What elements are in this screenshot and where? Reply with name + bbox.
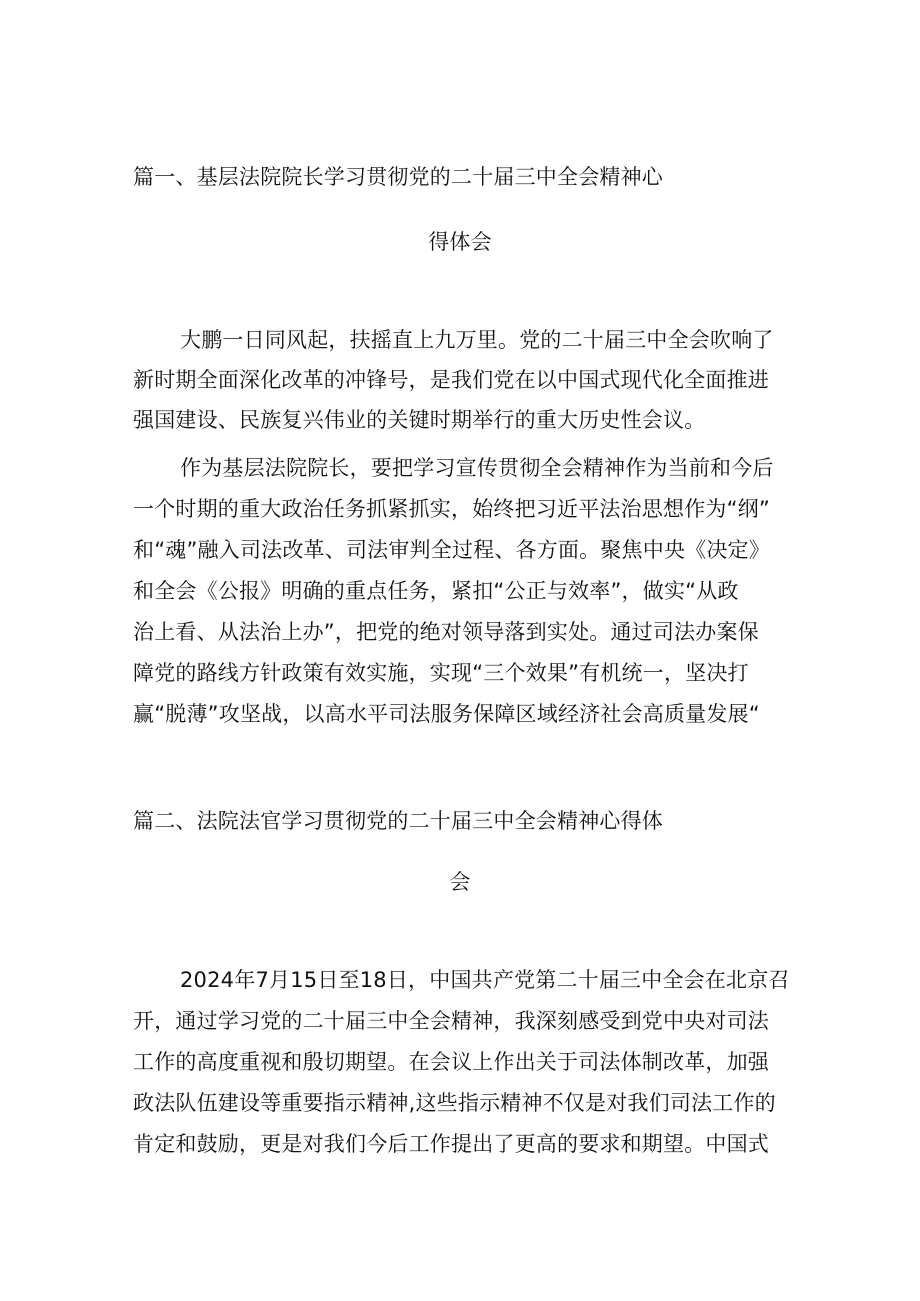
section1-p1-line2: 新时期全面深化改革的冲锋号，是我们党在以中国式现代化全面推进 xyxy=(133,368,769,392)
section1-title-line1: 篇一、基层法院院长学习贯彻党的二十届三中全会精神心 xyxy=(133,165,663,189)
section2-title-line2: 会 xyxy=(449,870,471,894)
section1-p2-line6: 障党的路线方针政策有效实施，实现“三个效果”有机统一，坚决打 xyxy=(133,661,749,685)
section2-p1-line1: 2024年7月15日至18日，中国共产党第二十届三中全会在北京召 xyxy=(180,968,790,992)
section1-p1-line1: 大鹏一日同风起，扶摇直上九万里。党的二十届三中全会吹响了 xyxy=(180,328,774,352)
section1-p2-line3: 和“魂”融入司法改革、司法审判全过程、各方面。聚焦中央《决定》 xyxy=(133,538,770,562)
section2-title-line1: 篇二、法院法官学习贯彻党的二十届三中全会精神心得体 xyxy=(133,809,663,833)
section1-p2-line2: 一个时期的重大政治任务抓紧抓实，始终把习近平法治思想作为“纲” xyxy=(133,497,770,521)
section1-p2-line5: 治上看、从法治上办”，把党的绝对领导落到实处。通过司法办案保 xyxy=(133,620,759,644)
section1-p2-line4: 和全会《公报》明确的重点任务，紧扣“公正与效率”，做实“从政 xyxy=(133,579,739,603)
section1-title-line2: 得体会 xyxy=(428,230,492,254)
section1-p2-line7: 赢“脱薄”攻坚战，以高水平司法服务保障区域经济社会高质量发展“ xyxy=(133,702,760,726)
section2-p1-line4: 政法队伍建设等重要指示精神,这些指示精神不仅是对我们司法工作的 xyxy=(133,1091,776,1115)
section1-p2-line1: 作为基层法院院长，要把学习宣传贯彻全会精神作为当前和今后 xyxy=(180,456,774,480)
section2-p1-line5: 肯定和鼓励，更是对我们今后工作提出了更高的要求和期望。中国式 xyxy=(133,1132,769,1156)
section2-p1-line3: 工作的高度重视和殷切期望。在会议上作出关于司法体制改革，加强 xyxy=(133,1050,769,1074)
section2-p1-line2: 开，通过学习党的二十届三中全会精神，我深刻感受到党中央对司法 xyxy=(133,1009,769,1033)
section1-p1-line3: 强国建设、民族复兴伟业的关键时期举行的重大历史性会议。 xyxy=(133,408,706,432)
